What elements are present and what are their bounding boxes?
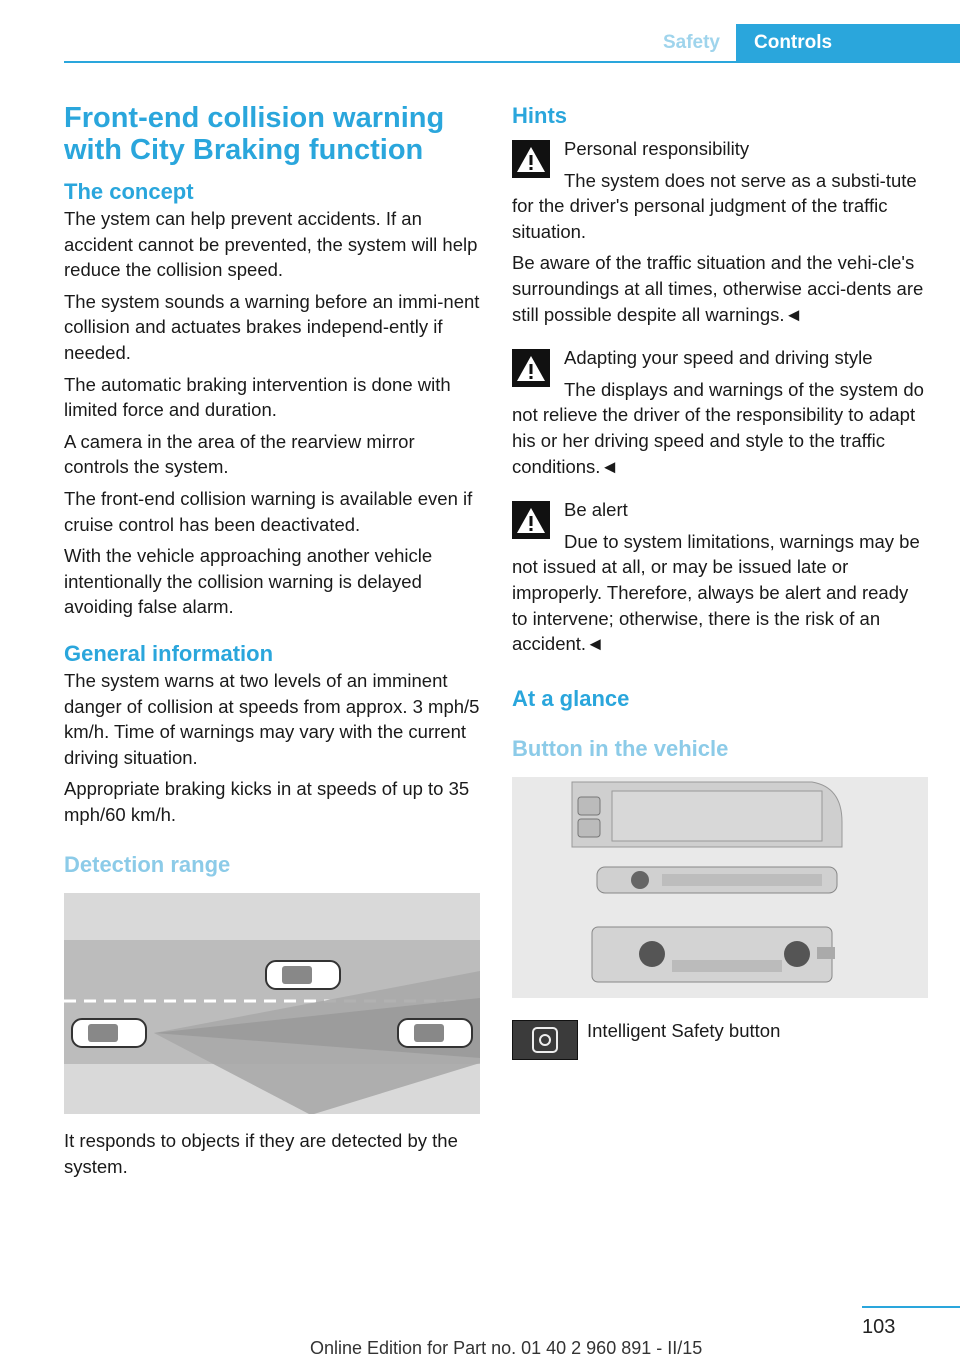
hint-text: Be aware of the traffic situation and the vehi-cle's surroundings at all times, otherwise acci-dents are still possible despite all warnings.◄ [512,252,924,325]
concept-paragraph: A camera in the area of the rearview mirror controls the system. [64,430,415,478]
tab-safety: Safety [662,32,720,53]
concept-heading: The concept [64,179,194,204]
warning-icon [512,501,550,539]
page-number: 103 [862,1316,896,1338]
intelligent-safety-button-icon [512,1020,578,1060]
concept-paragraph: The automatic braking intervention is done with limited force and duration. [64,373,451,421]
hint-text: Due to system limitations, warnings may be not issued at all, or may be issued late or improperly. Therefore, always be alert and ready to intervene; otherwise, there is the risk of an accident.◄ [512,530,920,655]
detection-caption: It responds to objects if they are detected by the system. [64,1130,458,1178]
left-column [64,102,480,1180]
hint-title: Be alert [564,499,628,521]
right-column [512,102,928,1062]
warning-be-alert [512,497,928,657]
warning-icon [512,140,550,178]
edition-footer: Online Edition for Part no. 01 40 2 960 891 - II/15 [310,1338,703,1358]
button-heading: Button in the vehicle [512,735,729,761]
road-diagram [64,893,480,1114]
detection-heading: Detection range [64,852,231,878]
warning-personal-responsibility [512,136,928,244]
tab-controls: Controls [736,24,960,62]
dashboard-illustration [512,777,928,998]
header-rule [64,61,960,63]
hint-text: The system does not serve as a substi-tute for the driver's personal judgment of the traffic situation. [512,169,917,242]
button-label: Intelligent Safety button [587,1019,781,1041]
general-paragraph: Appropriate braking kicks in at speeds of up to 35 mph/60 km/h. [64,778,470,825]
concept-paragraph: The ystem can help prevent accidents. If an accident cannot be prevented, the system will help reduce the collision speed. [64,208,478,281]
safety-button-row [512,1018,928,1062]
warning-adapting-speed [512,345,928,479]
concept-paragraph: With the vehicle approaching another vehicle intentionally the collision warning is delayed avoiding false alarm. [64,545,433,618]
hint-title: Adapting your speed and driving style [564,347,873,369]
detection-range-illustration [64,893,480,1114]
hint-title: Personal responsibility [564,138,750,159]
concept-paragraph: The system sounds a warning before an immi-nent collision and actuates brakes independ-ently if needed. [64,290,480,363]
concept-paragraph: The front-end collision warning is available even if cruise control has been deactivated. [64,487,473,535]
general-heading: General information [64,640,274,666]
glance-heading: At a glance [512,685,630,711]
car-icon [266,961,340,989]
dashboard-drawing [512,777,928,998]
general-paragraph: The system warns at two levels of an imminent danger of collision at speeds from approx. 3 mph/5 km/h. Time of warnings may vary with the current driving situation. [64,669,480,768]
hints-heading: Hints [512,103,567,128]
warning-icon [512,349,550,387]
footer-rule [862,1306,960,1308]
hint-text: The displays and warnings of the system do not relieve the driver of the responsibility to adapt his or her driving speed and style to the traffic conditions.◄ [512,378,924,477]
car-icon [398,1019,472,1047]
car-icon [72,1019,146,1047]
page-title: Front-end collision warning with City Braking function [64,102,445,166]
